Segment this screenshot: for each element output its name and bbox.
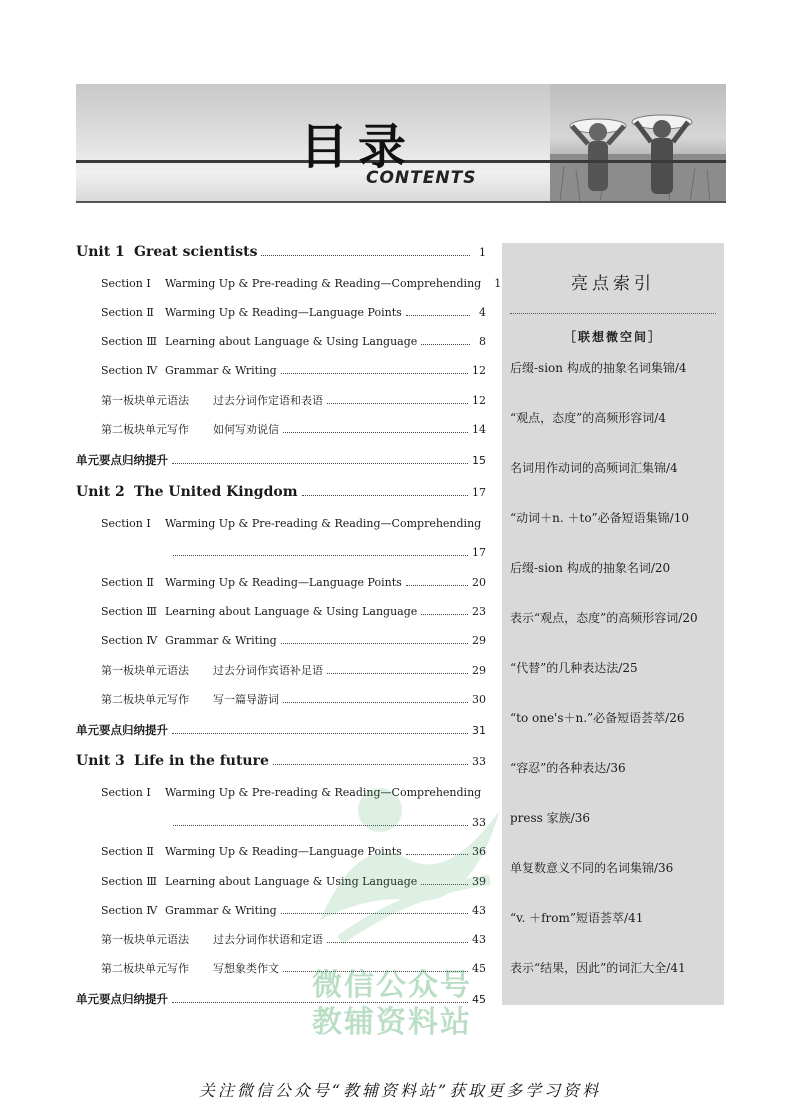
section-label: Section Ⅲ — [101, 874, 157, 888]
section-label: 第二板块单元写作 — [101, 693, 189, 706]
header-photo — [550, 84, 726, 202]
leader-dots — [421, 614, 468, 615]
leader-dots — [421, 884, 468, 885]
summary-title: 单元要点归纳提升 — [76, 723, 168, 737]
page-number: 14 — [472, 422, 486, 436]
toc-summary[interactable] — [76, 720, 486, 740]
toc-item[interactable] — [76, 689, 486, 709]
toc-item[interactable] — [76, 302, 486, 322]
index-item[interactable]: 后缀-sion 构成的抽象名词/20 — [510, 561, 671, 575]
summary-title: 单元要点归纳提升 — [76, 453, 168, 467]
watermark-text: 教辅资料站 — [312, 1005, 472, 1040]
index-item[interactable]: “v. ＋from”短语荟萃/41 — [510, 911, 644, 925]
toc-item-continued[interactable] — [76, 542, 486, 562]
leader-dots — [302, 495, 468, 496]
toc-summary[interactable] — [76, 450, 486, 470]
section-label: Section Ⅳ — [101, 363, 158, 377]
panel-divider — [510, 313, 716, 314]
footer-note: 关注微信公众号“教辅资料站”获取更多学习资料 — [198, 1081, 602, 1100]
unit-label: Unit 1 — [76, 244, 125, 260]
page-subtitle: CONTENTS — [366, 168, 477, 188]
leader-dots — [406, 585, 468, 586]
page-number: 33 — [472, 754, 486, 768]
section-label: Section Ⅲ — [101, 604, 157, 618]
index-item[interactable]: 表示“结果，因此”的词汇大全/41 — [510, 961, 686, 975]
section-title: 过去分词作状语和定语 — [213, 933, 323, 946]
index-item[interactable]: “容忍”的各种表达/36 — [510, 761, 626, 775]
section-label: Section Ⅰ — [101, 516, 151, 530]
section-title: Warming Up & Reading—Language Points — [165, 575, 402, 589]
leader-dots — [261, 255, 470, 256]
index-item[interactable]: “动词＋n. ＋to”必备短语集锦/10 — [510, 511, 689, 525]
leader-dots — [327, 673, 468, 674]
panel-title: 亮点索引 — [571, 274, 655, 294]
unit-title: Great scientists — [134, 244, 258, 260]
leader-dots — [406, 315, 470, 316]
unit-title: The United Kingdom — [134, 484, 298, 500]
leader-dots — [327, 942, 468, 943]
page-number: 43 — [472, 932, 486, 946]
page-number: 45 — [472, 992, 486, 1006]
unit-label: Unit 2 — [76, 484, 125, 500]
index-item[interactable]: “观点，态度”的高频形容词/4 — [510, 411, 666, 425]
page-number: 29 — [472, 633, 486, 647]
index-item[interactable]: 单复数意义不同的名词集锦/36 — [510, 861, 674, 875]
toc-item[interactable] — [76, 660, 486, 680]
section-title: Learning about Language & Using Language — [165, 604, 418, 618]
unit-label: Unit 3 — [76, 753, 125, 769]
page-number: 45 — [472, 961, 486, 975]
section-label: 第一板块单元语法 — [101, 394, 189, 407]
toc-item[interactable] — [76, 601, 486, 621]
page-number: 15 — [472, 453, 486, 467]
section-label: Section Ⅳ — [101, 633, 158, 647]
toc-item-continued[interactable] — [76, 812, 486, 832]
section-label: 第一板块单元语法 — [101, 933, 189, 946]
page-number: 1 — [494, 276, 502, 290]
index-item[interactable]: 表示“观点，态度”的高频形容词/20 — [510, 611, 698, 625]
leader-dots — [406, 854, 468, 855]
toc-item[interactable] — [76, 841, 486, 861]
page-number: 12 — [472, 393, 486, 407]
header-bottom-rule — [76, 201, 726, 203]
leader-dots — [421, 344, 470, 345]
page-number: 39 — [472, 874, 486, 888]
toc-item[interactable] — [76, 331, 486, 351]
section-title: Warming Up & Pre-reading & Reading—Comprehending — [165, 785, 482, 799]
page-number: 20 — [472, 575, 486, 589]
toc-item[interactable] — [76, 572, 486, 592]
section-title: 如何写劝说信 — [213, 423, 279, 436]
section-label: Section Ⅳ — [101, 903, 158, 917]
toc-unit-2[interactable] — [76, 482, 486, 502]
watermark-text: 微信公众号 — [312, 968, 472, 1003]
page-title: 目录 — [300, 119, 417, 175]
page-number: 23 — [472, 604, 486, 618]
section-label: Section Ⅰ — [101, 785, 151, 799]
leader-dots — [173, 825, 468, 826]
page-number: 17 — [472, 485, 486, 499]
summary-title: 单元要点归纳提升 — [76, 992, 168, 1006]
section-label: Section Ⅰ — [101, 276, 151, 290]
leader-dots — [283, 702, 468, 703]
index-item[interactable]: “to one's＋n.”必备短语荟萃/26 — [510, 711, 685, 725]
section-label: Section Ⅱ — [101, 305, 154, 319]
page-number: 29 — [472, 663, 486, 677]
leader-dots — [281, 643, 468, 644]
page-number: 43 — [472, 903, 486, 917]
leader-dots — [273, 764, 468, 765]
panel-subtitle: ［联想微空间］ — [563, 330, 662, 344]
section-label: Section Ⅱ — [101, 844, 154, 858]
leader-dots — [327, 403, 468, 404]
toc-item[interactable] — [76, 900, 486, 920]
index-item[interactable]: press 家族/36 — [510, 811, 590, 825]
leader-dots — [281, 913, 468, 914]
leader-dots — [283, 432, 468, 433]
toc-item[interactable] — [76, 782, 486, 802]
leader-dots — [173, 555, 468, 556]
section-label: 第一板块单元语法 — [101, 664, 189, 677]
section-title: Warming Up & Reading—Language Points — [165, 844, 402, 858]
toc-unit-3[interactable] — [76, 751, 486, 771]
page-number: 4 — [479, 305, 486, 319]
section-title: Grammar & Writing — [165, 633, 277, 647]
section-title: 写一篇导游词 — [213, 693, 279, 706]
unit-title: Life in the future — [134, 753, 269, 769]
toc-item[interactable] — [76, 419, 486, 439]
index-item[interactable]: 名词用作动词的高频词汇集锦/4 — [510, 461, 678, 475]
toc-item[interactable] — [76, 390, 486, 410]
index-item[interactable]: “代替”的几种表达法/25 — [510, 661, 638, 675]
section-label: Section Ⅱ — [101, 575, 154, 589]
section-title: Learning about Language & Using Language — [165, 874, 418, 888]
page-number: 8 — [479, 334, 486, 348]
section-label: 第二板块单元写作 — [101, 423, 189, 436]
section-title: Warming Up & Reading—Language Points — [165, 305, 402, 319]
toc-item[interactable] — [76, 360, 486, 380]
section-title: Learning about Language & Using Language — [165, 334, 418, 348]
section-label: 第二板块单元写作 — [101, 962, 189, 975]
toc-item[interactable] — [76, 929, 486, 949]
section-label: Section Ⅲ — [101, 334, 157, 348]
leader-dots — [172, 733, 468, 734]
page-number: 36 — [472, 844, 486, 858]
section-title: Warming Up & Pre-reading & Reading—Comprehending — [165, 516, 482, 530]
toc-unit-1[interactable] — [76, 242, 486, 262]
page-number: 33 — [472, 815, 486, 829]
section-title: 过去分词作定语和表语 — [213, 394, 323, 407]
page-number: 30 — [472, 692, 486, 706]
highlights-index-panel — [502, 243, 724, 1005]
page-number: 1 — [479, 245, 486, 259]
toc-item[interactable] — [76, 513, 486, 533]
section-title: 写想象类作文 — [213, 962, 279, 975]
toc-item[interactable] — [76, 871, 486, 891]
section-title: Warming Up & Pre-reading & Reading—Comprehending — [165, 276, 482, 290]
leader-dots — [281, 373, 468, 374]
page-number: 17 — [472, 545, 486, 559]
index-item[interactable]: 后缀-sion 构成的抽象名词集锦/4 — [510, 361, 687, 375]
page-number: 31 — [472, 723, 486, 737]
section-title: Grammar & Writing — [165, 903, 277, 917]
section-title: Grammar & Writing — [165, 363, 277, 377]
leader-dots — [172, 463, 468, 464]
toc-item[interactable] — [76, 273, 502, 293]
toc-item[interactable] — [76, 630, 486, 650]
page-number: 12 — [472, 363, 486, 377]
section-title: 过去分词作宾语补足语 — [213, 664, 323, 677]
